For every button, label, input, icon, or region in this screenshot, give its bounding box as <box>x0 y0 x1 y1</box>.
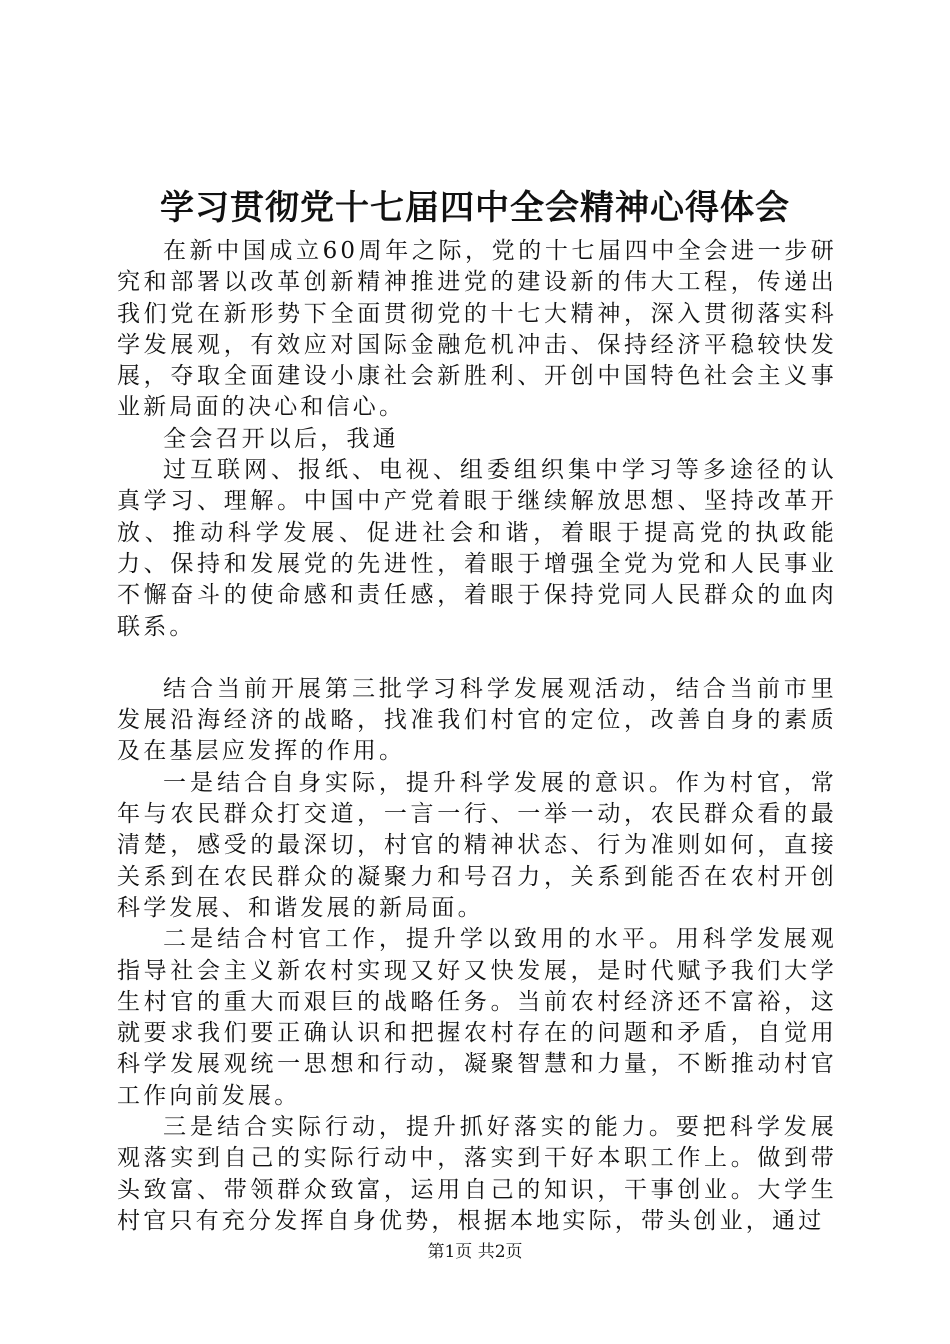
document-title: 学习贯彻党十七届四中全会精神心得体会 <box>160 188 790 228</box>
paragraph-intro: 在新中国成立60周年之际，党的十七届四中全会进一步研究和部署以改革创新精神推进党的建设新的伟大工程，传递出我们党在新形势下全面贯彻党的十七大精神，深入贯彻落实科学发展观，有效应对国际金融危机冲击、保持经济平稳较快发展，夺取全面建设小康社会新胜利、开创中国特色社会主义事业新局面的决心和信心。 <box>117 238 837 421</box>
paragraph-point-one: 一是结合自身实际，提升科学发展的意识。作为村官，常年与农民群众打交道，一言一行、一举一动，农民群众看的最清楚，感受的最深切，村官的精神状态、行为准则如何，直接关系到在农民群众的凝聚力和号召力，关系到能否在农村开创科学发展、和谐发展的新局面。 <box>117 769 837 921</box>
paragraph-point-two: 二是结合村官工作，提升学以致用的水平。用科学发展观指导社会主义新农村实现又好又快发展，是时代赋予我们大学生村官的重大而艰巨的战略任务。当前农村经济还不富裕，这就要求我们要正确认识和把握农村存在的问题和矛盾，自觉用科学发展观统一思想和行动，凝聚智慧和力量，不断推动村官工作向前发展。 <box>117 926 837 1109</box>
paragraph-session-opened: 全会召开以后，我通 <box>163 425 399 452</box>
page-number-footer: 第1页 共2页 <box>427 1242 523 1262</box>
document-body <box>117 236 837 1237</box>
paragraph-study-channels: 过互联网、报纸、电视、组委组织集中学习等多途径的认真学习、理解。中国中产党着眼于继续解放思想、坚持改革开放、推动科学发展、促进社会和谐，着眼于提高党的执政能力、保持和发展党的先进性，着眼于增强全党为党和人民事业不懈奋斗的使命感和责任感，着眼于保持党同人民群众的血肉联系。 <box>117 457 837 640</box>
paragraph-positioning: 结合当前开展第三批学习科学发展观活动，结合当前市里发展沿海经济的战略，找准我们村官的定位，改善自身的素质及在基层应发挥的作用。 <box>117 675 837 765</box>
paragraph-point-three: 三是结合实际行动，提升抓好落实的能力。要把科学发展观落实到自己的实际行动中，落实到干好本职工作上。做到带头致富、带领群众致富，运用自己的知识，干事创业。大学生村官只有充分发挥自身优势，根据本地实际，带头创业，通过 <box>117 1114 837 1234</box>
